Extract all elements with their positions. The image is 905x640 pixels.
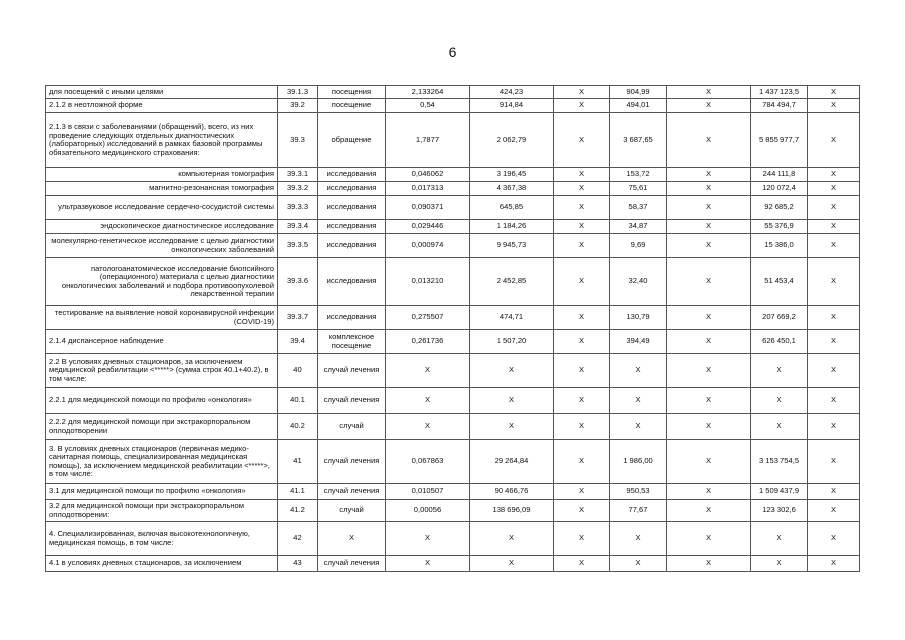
value-cell-c6: 1 509 437,9 [751, 484, 808, 500]
table-row [46, 234, 860, 258]
value-cell-c6: 15 386,0 [751, 234, 808, 258]
row-name-cell: 4. Специализированная, включая высокотехнологичную, медицинская помощь, в том числе: [46, 522, 278, 556]
unit-cell: исследования [318, 182, 386, 196]
value-cell-c3: X [554, 220, 610, 234]
value-cell-c7: X [808, 414, 860, 440]
table-row [46, 220, 860, 234]
value-cell-c3: X [554, 354, 610, 388]
row-name-cell: 2.1.2 в неотложной форме [46, 99, 278, 113]
table-row [46, 500, 860, 522]
value-cell-c7: X [808, 99, 860, 113]
row-name-cell: молекулярно-генетическое исследование с целью диагностики онкологических заболеваний [46, 234, 278, 258]
unit-cell: посещение [318, 99, 386, 113]
value-cell-c6: 92 685,2 [751, 196, 808, 220]
row-name-cell: магнитно-резонансная томография [46, 182, 278, 196]
row-code-cell: 43 [278, 556, 318, 572]
value-cell-c6: 3 153 754,5 [751, 440, 808, 484]
value-cell-c4: 77,67 [610, 500, 667, 522]
row-code-cell: 40.1 [278, 388, 318, 414]
data-table [45, 85, 860, 572]
value-cell-c3: X [554, 258, 610, 306]
row-name-cell: 2.2.1 для медицинской помощи по профилю «онкология» [46, 388, 278, 414]
row-name-cell: 3.1 для медицинской помощи по профилю «онкология» [46, 484, 278, 500]
value-cell-c5: X [667, 556, 751, 572]
row-code-cell: 39.3.5 [278, 234, 318, 258]
table-row [46, 414, 860, 440]
value-cell-c3: X [554, 414, 610, 440]
value-cell-c2: X [470, 522, 554, 556]
value-cell-c4: X [610, 354, 667, 388]
value-cell-c3: X [554, 196, 610, 220]
row-code-cell: 39.3.1 [278, 168, 318, 182]
value-cell-c3: X [554, 99, 610, 113]
value-cell-c5: X [667, 86, 751, 99]
row-code-cell: 40 [278, 354, 318, 388]
table-row [46, 86, 860, 99]
value-cell-c5: X [667, 484, 751, 500]
row-name-cell: патологоанатомическое исследование биопсийного (операционного) материала с целью диагностики онкологических заболеваний и подбора противоопухолевой лекарственной терапии [46, 258, 278, 306]
value-cell-c4: 34,87 [610, 220, 667, 234]
value-cell-c6: 51 453,4 [751, 258, 808, 306]
row-name-cell: 4.1 в условиях дневных стационаров, за исключением [46, 556, 278, 572]
value-cell-c2: 1 507,20 [470, 330, 554, 354]
table-row [46, 306, 860, 330]
value-cell-c5: X [667, 330, 751, 354]
unit-cell: исследования [318, 306, 386, 330]
table-row [46, 196, 860, 220]
row-name-cell: 2.2.2 для медицинской помощи при экстракорпоральном оплодотворении [46, 414, 278, 440]
unit-cell: обращение [318, 113, 386, 168]
value-cell-c3: X [554, 306, 610, 330]
value-cell-c5: X [667, 306, 751, 330]
value-cell-c4: 494,01 [610, 99, 667, 113]
value-cell-c3: X [554, 556, 610, 572]
value-cell-c1: 2,133264 [386, 86, 470, 99]
value-cell-c7: X [808, 234, 860, 258]
value-cell-c4: X [610, 388, 667, 414]
row-name-cell: ультразвуковое исследование сердечно-сосудистой системы [46, 196, 278, 220]
row-code-cell: 39.3.2 [278, 182, 318, 196]
row-code-cell: 39.2 [278, 99, 318, 113]
value-cell-c3: X [554, 440, 610, 484]
value-cell-c7: X [808, 500, 860, 522]
unit-cell: исследования [318, 258, 386, 306]
value-cell-c4: 32,40 [610, 258, 667, 306]
value-cell-c7: X [808, 113, 860, 168]
value-cell-c2: 138 696,09 [470, 500, 554, 522]
row-name-cell: 3. В условиях дневных стационаров (первичная медико-санитарная помощь, специализированная медицинская помощь), за исключением медицинской реабилитации <*****>, в том числе: [46, 440, 278, 484]
value-cell-c2: 2 452,85 [470, 258, 554, 306]
value-cell-c6: 5 855 977,7 [751, 113, 808, 168]
unit-cell: случай [318, 414, 386, 440]
row-name-cell: 2.2 В условиях дневных стационаров, за исключением медицинской реабилитации <*****> (сумма строк 40.1+40.2), в том числе: [46, 354, 278, 388]
value-cell-c7: X [808, 556, 860, 572]
value-cell-c6: 120 072,4 [751, 182, 808, 196]
table-row [46, 440, 860, 484]
value-cell-c6: X [751, 556, 808, 572]
row-code-cell: 39.3.6 [278, 258, 318, 306]
value-cell-c6: X [751, 522, 808, 556]
row-code-cell: 41.2 [278, 500, 318, 522]
unit-cell: случай лечения [318, 556, 386, 572]
value-cell-c6: 123 302,6 [751, 500, 808, 522]
value-cell-c3: X [554, 113, 610, 168]
value-cell-c4: 130,79 [610, 306, 667, 330]
value-cell-c5: X [667, 388, 751, 414]
value-cell-c7: X [808, 354, 860, 388]
value-cell-c5: X [667, 196, 751, 220]
value-cell-c1: 0,017313 [386, 182, 470, 196]
value-cell-c3: X [554, 182, 610, 196]
value-cell-c5: X [667, 500, 751, 522]
row-code-cell: 39.3.3 [278, 196, 318, 220]
value-cell-c7: X [808, 220, 860, 234]
value-cell-c2: 1 184,26 [470, 220, 554, 234]
value-cell-c6: 55 376,9 [751, 220, 808, 234]
value-cell-c4: 904,99 [610, 86, 667, 99]
table-row [46, 388, 860, 414]
value-cell-c1: 0,010507 [386, 484, 470, 500]
value-cell-c7: X [808, 168, 860, 182]
row-name-cell: 2.1.4 диспансерное наблюдение [46, 330, 278, 354]
table-row [46, 168, 860, 182]
row-code-cell: 39.3.4 [278, 220, 318, 234]
value-cell-c7: X [808, 306, 860, 330]
value-cell-c1: X [386, 556, 470, 572]
row-code-cell: 42 [278, 522, 318, 556]
value-cell-c2: 3 196,45 [470, 168, 554, 182]
value-cell-c7: X [808, 196, 860, 220]
row-code-cell: 39.3 [278, 113, 318, 168]
value-cell-c3: X [554, 388, 610, 414]
table-row [46, 330, 860, 354]
value-cell-c1: 0,000974 [386, 234, 470, 258]
value-cell-c7: X [808, 522, 860, 556]
value-cell-c6: 626 450,1 [751, 330, 808, 354]
value-cell-c7: X [808, 484, 860, 500]
value-cell-c2: X [470, 354, 554, 388]
value-cell-c5: X [667, 182, 751, 196]
value-cell-c6: X [751, 388, 808, 414]
row-code-cell: 41.1 [278, 484, 318, 500]
value-cell-c2: 29 264,84 [470, 440, 554, 484]
value-cell-c5: X [667, 354, 751, 388]
row-name-cell: 2.1.3 в связи с заболеваниями (обращений), всего, из них проведение следующих отдельных диагностических (лабораторных) исследований в рамках базовой программы обязательного медицинского страхования: [46, 113, 278, 168]
value-cell-c1: X [386, 354, 470, 388]
value-cell-c4: X [610, 556, 667, 572]
value-cell-c5: X [667, 414, 751, 440]
value-cell-c1: X [386, 388, 470, 414]
row-code-cell: 39.3.7 [278, 306, 318, 330]
unit-cell: исследования [318, 220, 386, 234]
value-cell-c7: X [808, 86, 860, 99]
value-cell-c2: 90 466,76 [470, 484, 554, 500]
table-row [46, 556, 860, 572]
value-cell-c1: X [386, 414, 470, 440]
row-name-cell: для посещений с иными целями [46, 86, 278, 99]
value-cell-c1: 0,261736 [386, 330, 470, 354]
unit-cell: случай лечения [318, 440, 386, 484]
table-row [46, 484, 860, 500]
value-cell-c3: X [554, 168, 610, 182]
value-cell-c7: X [808, 440, 860, 484]
table-row [46, 182, 860, 196]
value-cell-c4: X [610, 522, 667, 556]
value-cell-c1: 0,00056 [386, 500, 470, 522]
value-cell-c5: X [667, 258, 751, 306]
table-row [46, 258, 860, 306]
unit-cell: случай лечения [318, 388, 386, 414]
unit-cell: исследования [318, 234, 386, 258]
unit-cell: случай [318, 500, 386, 522]
row-name-cell: эндоскопическое диагностическое исследование [46, 220, 278, 234]
value-cell-c2: X [470, 556, 554, 572]
value-cell-c6: X [751, 354, 808, 388]
value-cell-c4: X [610, 414, 667, 440]
unit-cell: случай лечения [318, 484, 386, 500]
value-cell-c2: X [470, 388, 554, 414]
value-cell-c5: X [667, 440, 751, 484]
value-cell-c1: 1,7877 [386, 113, 470, 168]
value-cell-c2: X [470, 414, 554, 440]
value-cell-c2: 4 367,38 [470, 182, 554, 196]
value-cell-c5: X [667, 113, 751, 168]
value-cell-c7: X [808, 330, 860, 354]
value-cell-c6: 207 669,2 [751, 306, 808, 330]
value-cell-c3: X [554, 500, 610, 522]
page-number: 6 [448, 44, 457, 60]
value-cell-c1: 0,013210 [386, 258, 470, 306]
value-cell-c4: 9,69 [610, 234, 667, 258]
row-code-cell: 40.2 [278, 414, 318, 440]
row-code-cell: 39.1.3 [278, 86, 318, 99]
value-cell-c6: 784 494,7 [751, 99, 808, 113]
value-cell-c1: 0,275507 [386, 306, 470, 330]
unit-cell: исследования [318, 168, 386, 182]
value-cell-c5: X [667, 168, 751, 182]
value-cell-c1: 0,046062 [386, 168, 470, 182]
value-cell-c3: X [554, 484, 610, 500]
row-name-cell: компьютерная томография [46, 168, 278, 182]
value-cell-c4: 75,61 [610, 182, 667, 196]
row-name-cell: тестирование на выявление новой коронавирусной инфекции (COVID-19) [46, 306, 278, 330]
table-row [46, 99, 860, 113]
value-cell-c2: 2 062,79 [470, 113, 554, 168]
value-cell-c2: 914,84 [470, 99, 554, 113]
value-cell-c4: 3 687,65 [610, 113, 667, 168]
table-row [46, 113, 860, 168]
value-cell-c6: 244 111,8 [751, 168, 808, 182]
value-cell-c5: X [667, 220, 751, 234]
unit-cell: посещения [318, 86, 386, 99]
value-cell-c1: 0,067863 [386, 440, 470, 484]
value-cell-c3: X [554, 330, 610, 354]
row-code-cell: 39.4 [278, 330, 318, 354]
value-cell-c2: 474,71 [470, 306, 554, 330]
value-cell-c4: 950,53 [610, 484, 667, 500]
value-cell-c7: X [808, 388, 860, 414]
row-name-cell: 3.2 для медицинской помощи при экстракорпоральном оплодотворении: [46, 500, 278, 522]
unit-cell: комплексное посещение [318, 330, 386, 354]
unit-cell: исследования [318, 196, 386, 220]
value-cell-c4: 58,37 [610, 196, 667, 220]
value-cell-c1: 0,54 [386, 99, 470, 113]
value-cell-c2: 9 945,73 [470, 234, 554, 258]
value-cell-c3: X [554, 234, 610, 258]
table-row [46, 354, 860, 388]
row-code-cell: 41 [278, 440, 318, 484]
value-cell-c1: 0,029446 [386, 220, 470, 234]
value-cell-c7: X [808, 182, 860, 196]
value-cell-c4: 394,49 [610, 330, 667, 354]
value-cell-c6: X [751, 414, 808, 440]
value-cell-c4: 1 986,00 [610, 440, 667, 484]
value-cell-c5: X [667, 522, 751, 556]
unit-cell: X [318, 522, 386, 556]
value-cell-c3: X [554, 86, 610, 99]
value-cell-c4: 153,72 [610, 168, 667, 182]
table-row [46, 522, 860, 556]
unit-cell: случай лечения [318, 354, 386, 388]
value-cell-c1: 0,090371 [386, 196, 470, 220]
value-cell-c1: X [386, 522, 470, 556]
value-cell-c2: 424,23 [470, 86, 554, 99]
value-cell-c6: 1 437 123,5 [751, 86, 808, 99]
value-cell-c3: X [554, 522, 610, 556]
value-cell-c7: X [808, 258, 860, 306]
value-cell-c5: X [667, 234, 751, 258]
value-cell-c5: X [667, 99, 751, 113]
value-cell-c2: 645,85 [470, 196, 554, 220]
